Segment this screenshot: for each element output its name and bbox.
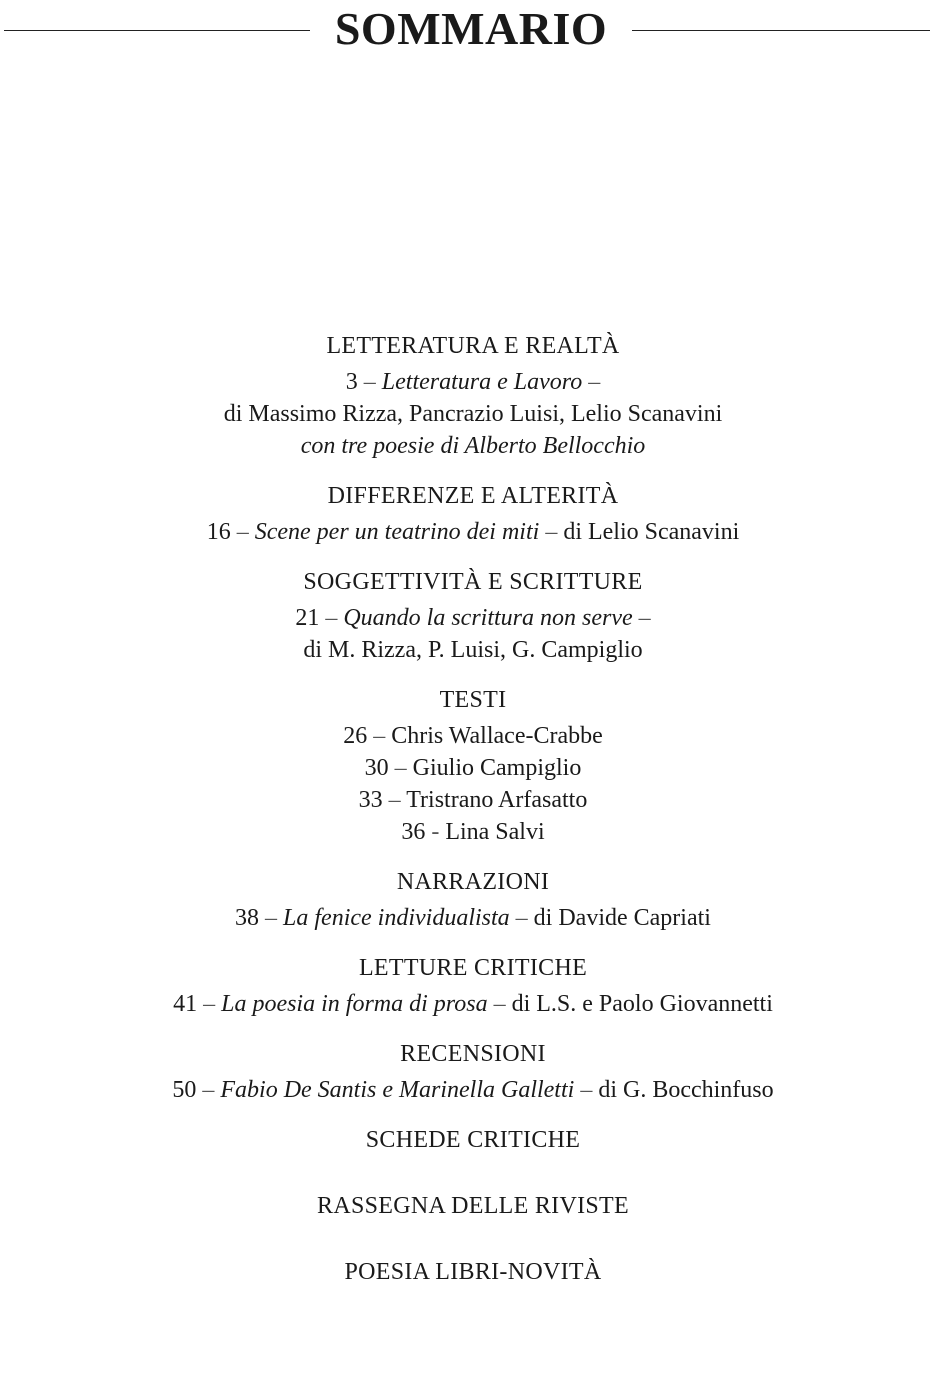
entry-author: Tristrano Arfasatto	[406, 787, 588, 813]
dash-separator: –	[319, 605, 344, 631]
toc-section	[0, 566, 946, 666]
dash-separator: –	[574, 1077, 599, 1103]
toc-entry	[0, 902, 946, 934]
section-title: SCHEDE CRITICHE	[365, 1127, 581, 1153]
section-title: RASSEGNA DELLE RIVISTE	[317, 1193, 629, 1219]
dash-separator: –	[196, 1077, 221, 1103]
entry-title: Letteratura e Lavoro	[381, 369, 583, 395]
toc-entry	[0, 784, 946, 816]
dash-separator: –	[582, 369, 601, 395]
toc-section	[0, 480, 946, 548]
entry-title: Fabio De Santis e Marinella Galletti	[220, 1077, 575, 1103]
header-rule-right	[632, 30, 930, 31]
table-of-contents	[0, 330, 946, 1322]
section-title: LETTERATURA E REALTÀ	[326, 333, 620, 359]
section-title: TESTI	[439, 687, 507, 713]
dash-separator: -	[425, 819, 446, 845]
toc-section	[0, 330, 946, 462]
page-number: 30	[364, 755, 389, 781]
entry-title: Quando la scrittura non serve	[343, 605, 633, 631]
entry-title: Scene per un teatrino dei miti	[254, 519, 540, 545]
toc-section	[0, 1190, 946, 1226]
page-number: 16	[206, 519, 231, 545]
dash-separator: –	[487, 991, 512, 1017]
page-number: 36	[401, 819, 426, 845]
toc-section	[0, 684, 946, 848]
dash-separator: –	[197, 991, 222, 1017]
toc-section	[0, 1256, 946, 1292]
entry-author: di Massimo Rizza, Pancrazio Luisi, Lelio Scanavini	[223, 401, 723, 427]
entry-author: di M. Rizza, P. Luisi, G. Campiglio	[303, 637, 643, 663]
entry-author: di G. Bocchinfuso	[598, 1077, 774, 1103]
toc-entry	[0, 752, 946, 784]
toc-entry	[0, 634, 946, 666]
dash-separator: –	[382, 787, 407, 813]
toc-entry	[0, 1074, 946, 1106]
entry-title: con tre poesie di Alberto Bellocchio	[300, 433, 646, 459]
page-number: 21	[295, 605, 320, 631]
toc-section	[0, 952, 946, 1020]
toc-section	[0, 1124, 946, 1160]
page-number: 50	[172, 1077, 197, 1103]
page-number: 41	[173, 991, 198, 1017]
toc-entry	[0, 366, 946, 398]
entry-author: di L.S. e Paolo Giovannetti	[511, 991, 773, 1017]
toc-entry	[0, 602, 946, 634]
dash-separator: –	[357, 369, 382, 395]
section-title: SOGGETTIVITÀ E SCRITTURE	[303, 569, 643, 595]
toc-entry	[0, 720, 946, 752]
toc-section	[0, 1038, 946, 1106]
toc-entry	[0, 516, 946, 548]
entry-title: La poesia in forma di prosa	[221, 991, 488, 1017]
toc-entry	[0, 988, 946, 1020]
entry-author: Lina Salvi	[445, 819, 545, 845]
dash-separator: –	[632, 605, 651, 631]
section-title: LETTURE CRITICHE	[358, 955, 588, 981]
header	[0, 0, 946, 60]
dash-separator: –	[539, 519, 564, 545]
section-title: DIFFERENZE E ALTERITÀ	[327, 483, 619, 509]
dash-separator: –	[259, 905, 284, 931]
page-number: 26	[343, 723, 368, 749]
entry-author: di Davide Capriati	[533, 905, 711, 931]
section-title: NARRAZIONI	[396, 869, 550, 895]
toc-entry	[0, 816, 946, 848]
page-number: 3	[345, 369, 358, 395]
entry-author: Giulio Campiglio	[412, 755, 582, 781]
entry-author: Chris Wallace-Crabbe	[391, 723, 603, 749]
entry-author: di Lelio Scanavini	[563, 519, 740, 545]
page-number: 38	[235, 905, 260, 931]
dash-separator: –	[509, 905, 534, 931]
header-rule-left	[4, 30, 310, 31]
toc-section	[0, 866, 946, 934]
section-title: POESIA LIBRI-NOVITÀ	[344, 1259, 602, 1285]
toc-entry	[0, 398, 946, 430]
toc-entry	[0, 430, 946, 462]
section-title: RECENSIONI	[400, 1041, 546, 1067]
entry-title: La fenice individualista	[283, 905, 510, 931]
dash-separator: –	[230, 519, 255, 545]
dash-separator: –	[388, 755, 413, 781]
dash-separator: –	[367, 723, 392, 749]
page-title: SOMMARIO	[334, 3, 608, 54]
page-number: 33	[358, 787, 383, 813]
